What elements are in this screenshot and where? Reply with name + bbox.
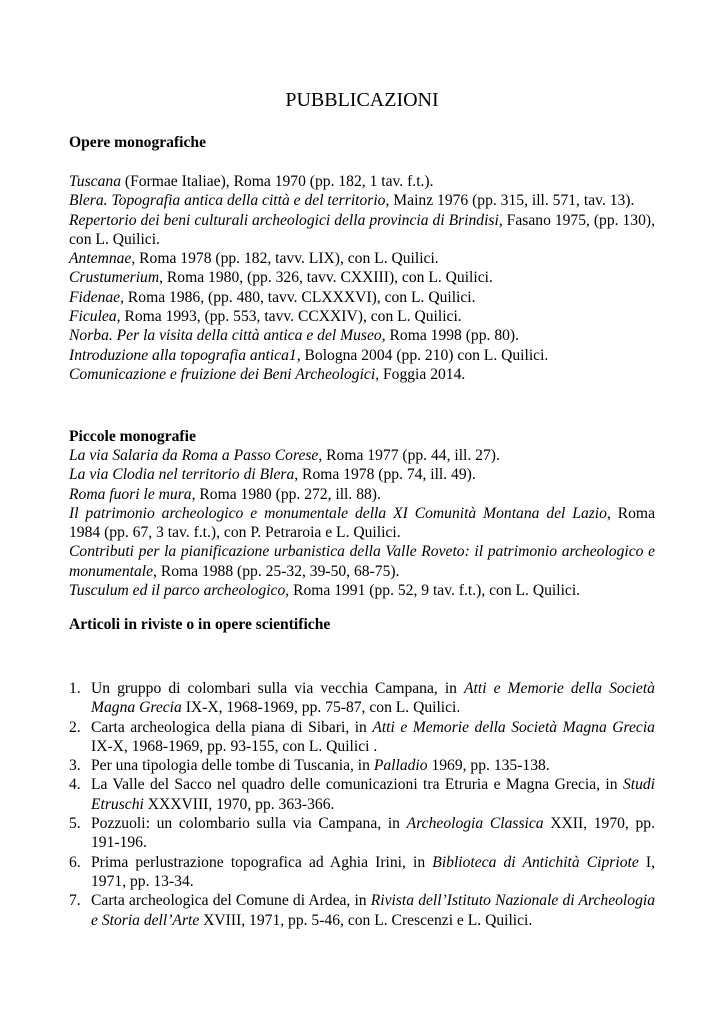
list-item: 1. Un gruppo di colombari sulla via vecchia Campana, in Atti e Memorie della Società Magna Grecia IX-X, 1968-1969, pp. 75-87, con L. Quilici.: [69, 680, 655, 717]
list-piccole-monografie: [69, 446, 655, 600]
list-item: Contributi per la pianificazione urbanistica della Valle Roveto: il patrimonio archeologico e monumentale, Roma 1988 (pp. 25-32, 39-50, 68-75).: [69, 543, 655, 580]
heading-opere-monografiche: Opere monografiche: [69, 134, 206, 151]
list-item: 7. Carta archeologica del Comune di Ardea, in Rivista dell’Istituto Nazionale di Archeologia e Storia dell’Arte XVIII, 1971, pp. 5-46, con L. Crescenzi e L. Quilici.: [69, 892, 655, 929]
list-item: La via Clodia nel territorio di Blera, Roma 1978 (pp. 74, ill. 49).: [69, 466, 476, 484]
list-item: 4. La Valle del Sacco nel quadro delle comunicazioni tra Etruria e Magna Grecia, in Studi Etruschi XXXVIII, 1970, pp. 363-366.: [69, 776, 655, 813]
list-item: Norba. Per la visita della città antica e del Museo, Roma 1998 (pp. 80).: [69, 327, 520, 345]
list-item: Fidenae, Roma 1986, (pp. 480, tavv. CLXXXVI), con L. Quilici.: [69, 288, 476, 306]
list-item: Introduzione alla topografia antica1, Bologna 2004 (pp. 210) con L. Quilici.: [69, 346, 549, 364]
list-item: Ficulea, Roma 1993, (pp. 553, tavv. CCXXIV), con L. Quilici.: [69, 308, 462, 326]
list-item: Antemnae, Roma 1978 (pp. 182, tavv. LIX), con L. Quilici.: [69, 250, 439, 268]
page-title: PUBBLICAZIONI: [285, 89, 439, 111]
list-item: 5. Pozzuoli: un colombario sulla via Campana, in Archeologia Classica XXII, 1970, pp. 191-196.: [69, 815, 655, 852]
heading-piccole-monografie: Piccole monografie: [69, 428, 196, 445]
list-item: Roma fuori le mura, Roma 1980 (pp. 272, ill. 88).: [69, 485, 381, 503]
list-item: Repertorio dei beni culturali archeologici della provincia di Brindisi, Fasano 1975, (pp. 130), con L. Quilici.: [69, 211, 655, 248]
list-item: 3. Per una tipologia delle tombe di Tuscania, in Palladio 1969, pp. 135-138.: [69, 757, 550, 775]
list-item: Comunicazione e fruizione dei Beni Archeologici, Foggia 2014.: [69, 365, 466, 383]
heading-articoli: Articoli in riviste o in opere scientifiche: [69, 616, 331, 633]
list-item: 2. Carta archeologica della piana di Sibari, in Atti e Memorie della Società Magna Grecia IX-X, 1968-1969, pp. 93-155, con L. Quilici .: [69, 718, 655, 755]
list-item: Tuscana (Formae Italiae), Roma 1970 (pp. 182, 1 tav. f.t.).: [69, 173, 434, 190]
list-item: 6. Prima perlustrazione topografica ad Aghia Irini, in Biblioteca di Antichità Cipriote I, 1971, pp. 13-34.: [69, 853, 655, 890]
list-item: Blera. Topografia antica della città e del territorio, Mainz 1976 (pp. 315, ill. 571, tav. 13).: [69, 192, 635, 210]
list-item: Il patrimonio archeologico e monumentale della XI Comunità Montana del Lazio, Roma 1984 (pp. 67, 3 tav. f.t.), con P. Petraroia e L. Quilici.: [69, 504, 655, 542]
list-item: Crustumerium, Roma 1980, (pp. 326, tavv. CXXIII), con L. Quilici.: [69, 269, 493, 287]
list-opere-monografiche: [69, 172, 655, 384]
list-item: Tusculum ed il parco archeologico, Roma 1991 (pp. 52, 9 tav. f.t.), con L. Quilici.: [69, 582, 581, 600]
list-articoli: [69, 679, 655, 930]
list-item: La via Salaria da Roma a Passo Corese, Roma 1977 (pp. 44, ill. 27).: [69, 447, 500, 464]
